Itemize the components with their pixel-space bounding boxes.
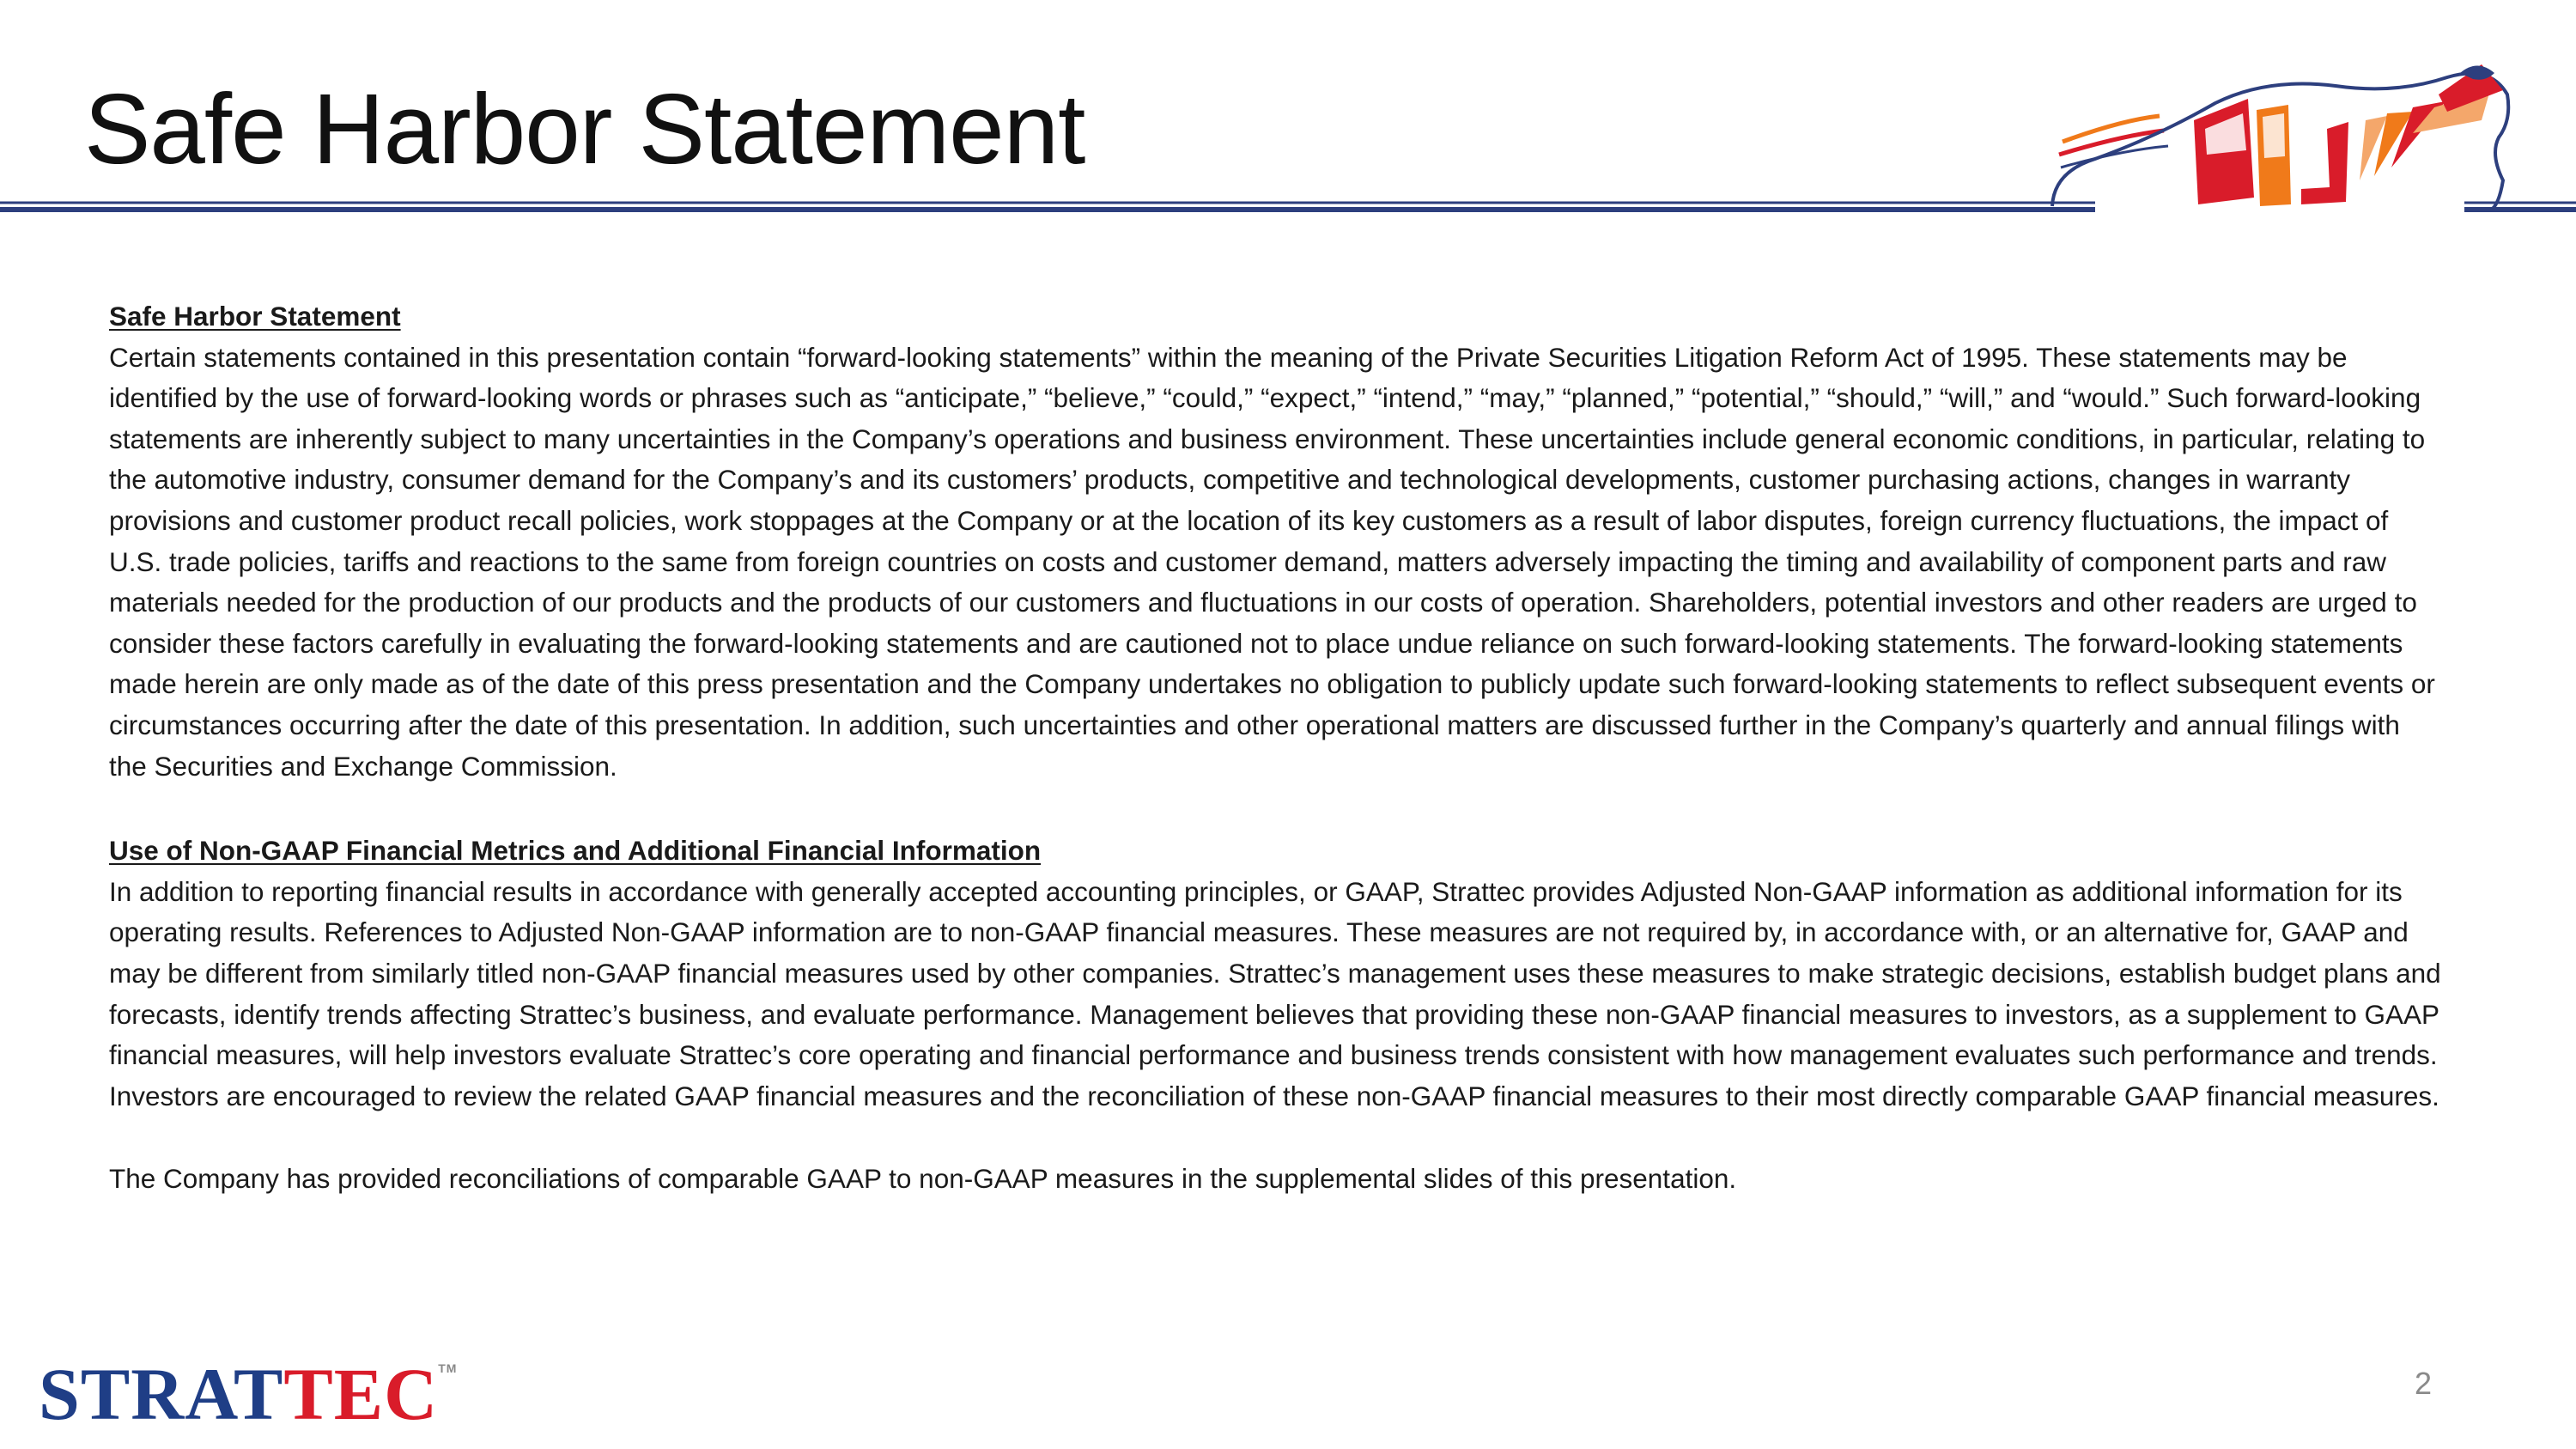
page-number: 2 <box>2414 1366 2432 1401</box>
strattec-logo <box>39 1353 502 1435</box>
reconciliation-note: The Company has provided reconciliations of comparable GAAP to non-GAAP measures in the supplemental slides of this presentation. <box>109 1163 1737 1195</box>
logo-strat-text: STRAT <box>39 1353 284 1435</box>
section-heading-non-gaap: Use of Non-GAAP Financial Metrics and Additional Financial Information <box>109 835 1042 867</box>
safe-harbor-paragraph: Certain statements contained in this presentation contain “forward-looking statements” within the meaning of the Private Securities Litigation Reform Act of 1995. These statements may be identified by the use of forward-looking words or phrases such as “anticipate,” “believe,” “could,” “expect,” “intend,” “may,” “planned,” “potential,” “should,” “will,” and “would.” Such forward-looking statements are inherently subject to many uncertainties in the Company’s operations and business environment. These uncertainties include general economic conditions, in particular, relating to the automotive industry, consumer demand for the Company’s and its customers’ products, competitive and technological developments, customer purchasing actions, changes in warranty provisions and customer product recall policies, work stoppages at the Company or at the location of its key customers as a result of labor disputes, foreign currency fluctuations, the impact of U.S. trade policies, tariffs and reactions to the same from foreign countries on costs and customer demand, matters adversely impacting the timing and availability of component parts and raw materials needed for the production of our products and the products of our customers and fluctuations in our costs of operation. Shareholders, potential investors and other readers are urged to consider these factors carefully in evaluating the forward-looking statements and are cautioned not to place undue reliance on such forward-looking statements. The forward-looking statements made herein are only made as of the date of this press presentation and the Company undertakes no obligation to publicly update such forward-looking statements to reflect subsequent events or circumstances occurring after the date of this presentation. In addition, such uncertainties and other operational matters are discussed further in the Company’s quarterly and annual filings with the Securities and Exchange Commission. <box>109 341 2435 782</box>
logo-tec-text: TEC <box>283 1353 439 1435</box>
body-text <box>109 296 2445 1200</box>
car-door-graphic <box>2044 60 2524 223</box>
non-gaap-paragraph: In addition to reporting financial results in accordance with generally accepted accounting principles, or GAAP, Strattec provides Adjusted Non-GAAP information as additional information for its operating results. References to Adjusted Non-GAAP information are to non-GAAP financial measures. These measures are not required by, in accordance with, or an alternative for, GAAP and may be different from similarly titled non-GAAP financial measures used by other companies. Strattec’s management uses these measures to make strategic decisions, establish budget plans and forecasts, identify trends affecting Strattec’s business, and evaluate performance. Management believes that providing these non-GAAP financial measures to investors, as a supplement to GAAP financial measures, will help investors evaluate Strattec’s core operating and financial performance and business trends consistent with how management evaluates such performance and trends. Investors are encouraged to review the related GAAP financial measures and the reconciliation of these non-GAAP financial measures to their most directly comparable GAAP financial measures. <box>109 875 2441 1111</box>
page-title: Safe Harbor Statement <box>84 73 1085 185</box>
logo-trademark: TM <box>438 1361 458 1375</box>
section-heading-safe-harbor: Safe Harbor Statement <box>109 301 401 332</box>
